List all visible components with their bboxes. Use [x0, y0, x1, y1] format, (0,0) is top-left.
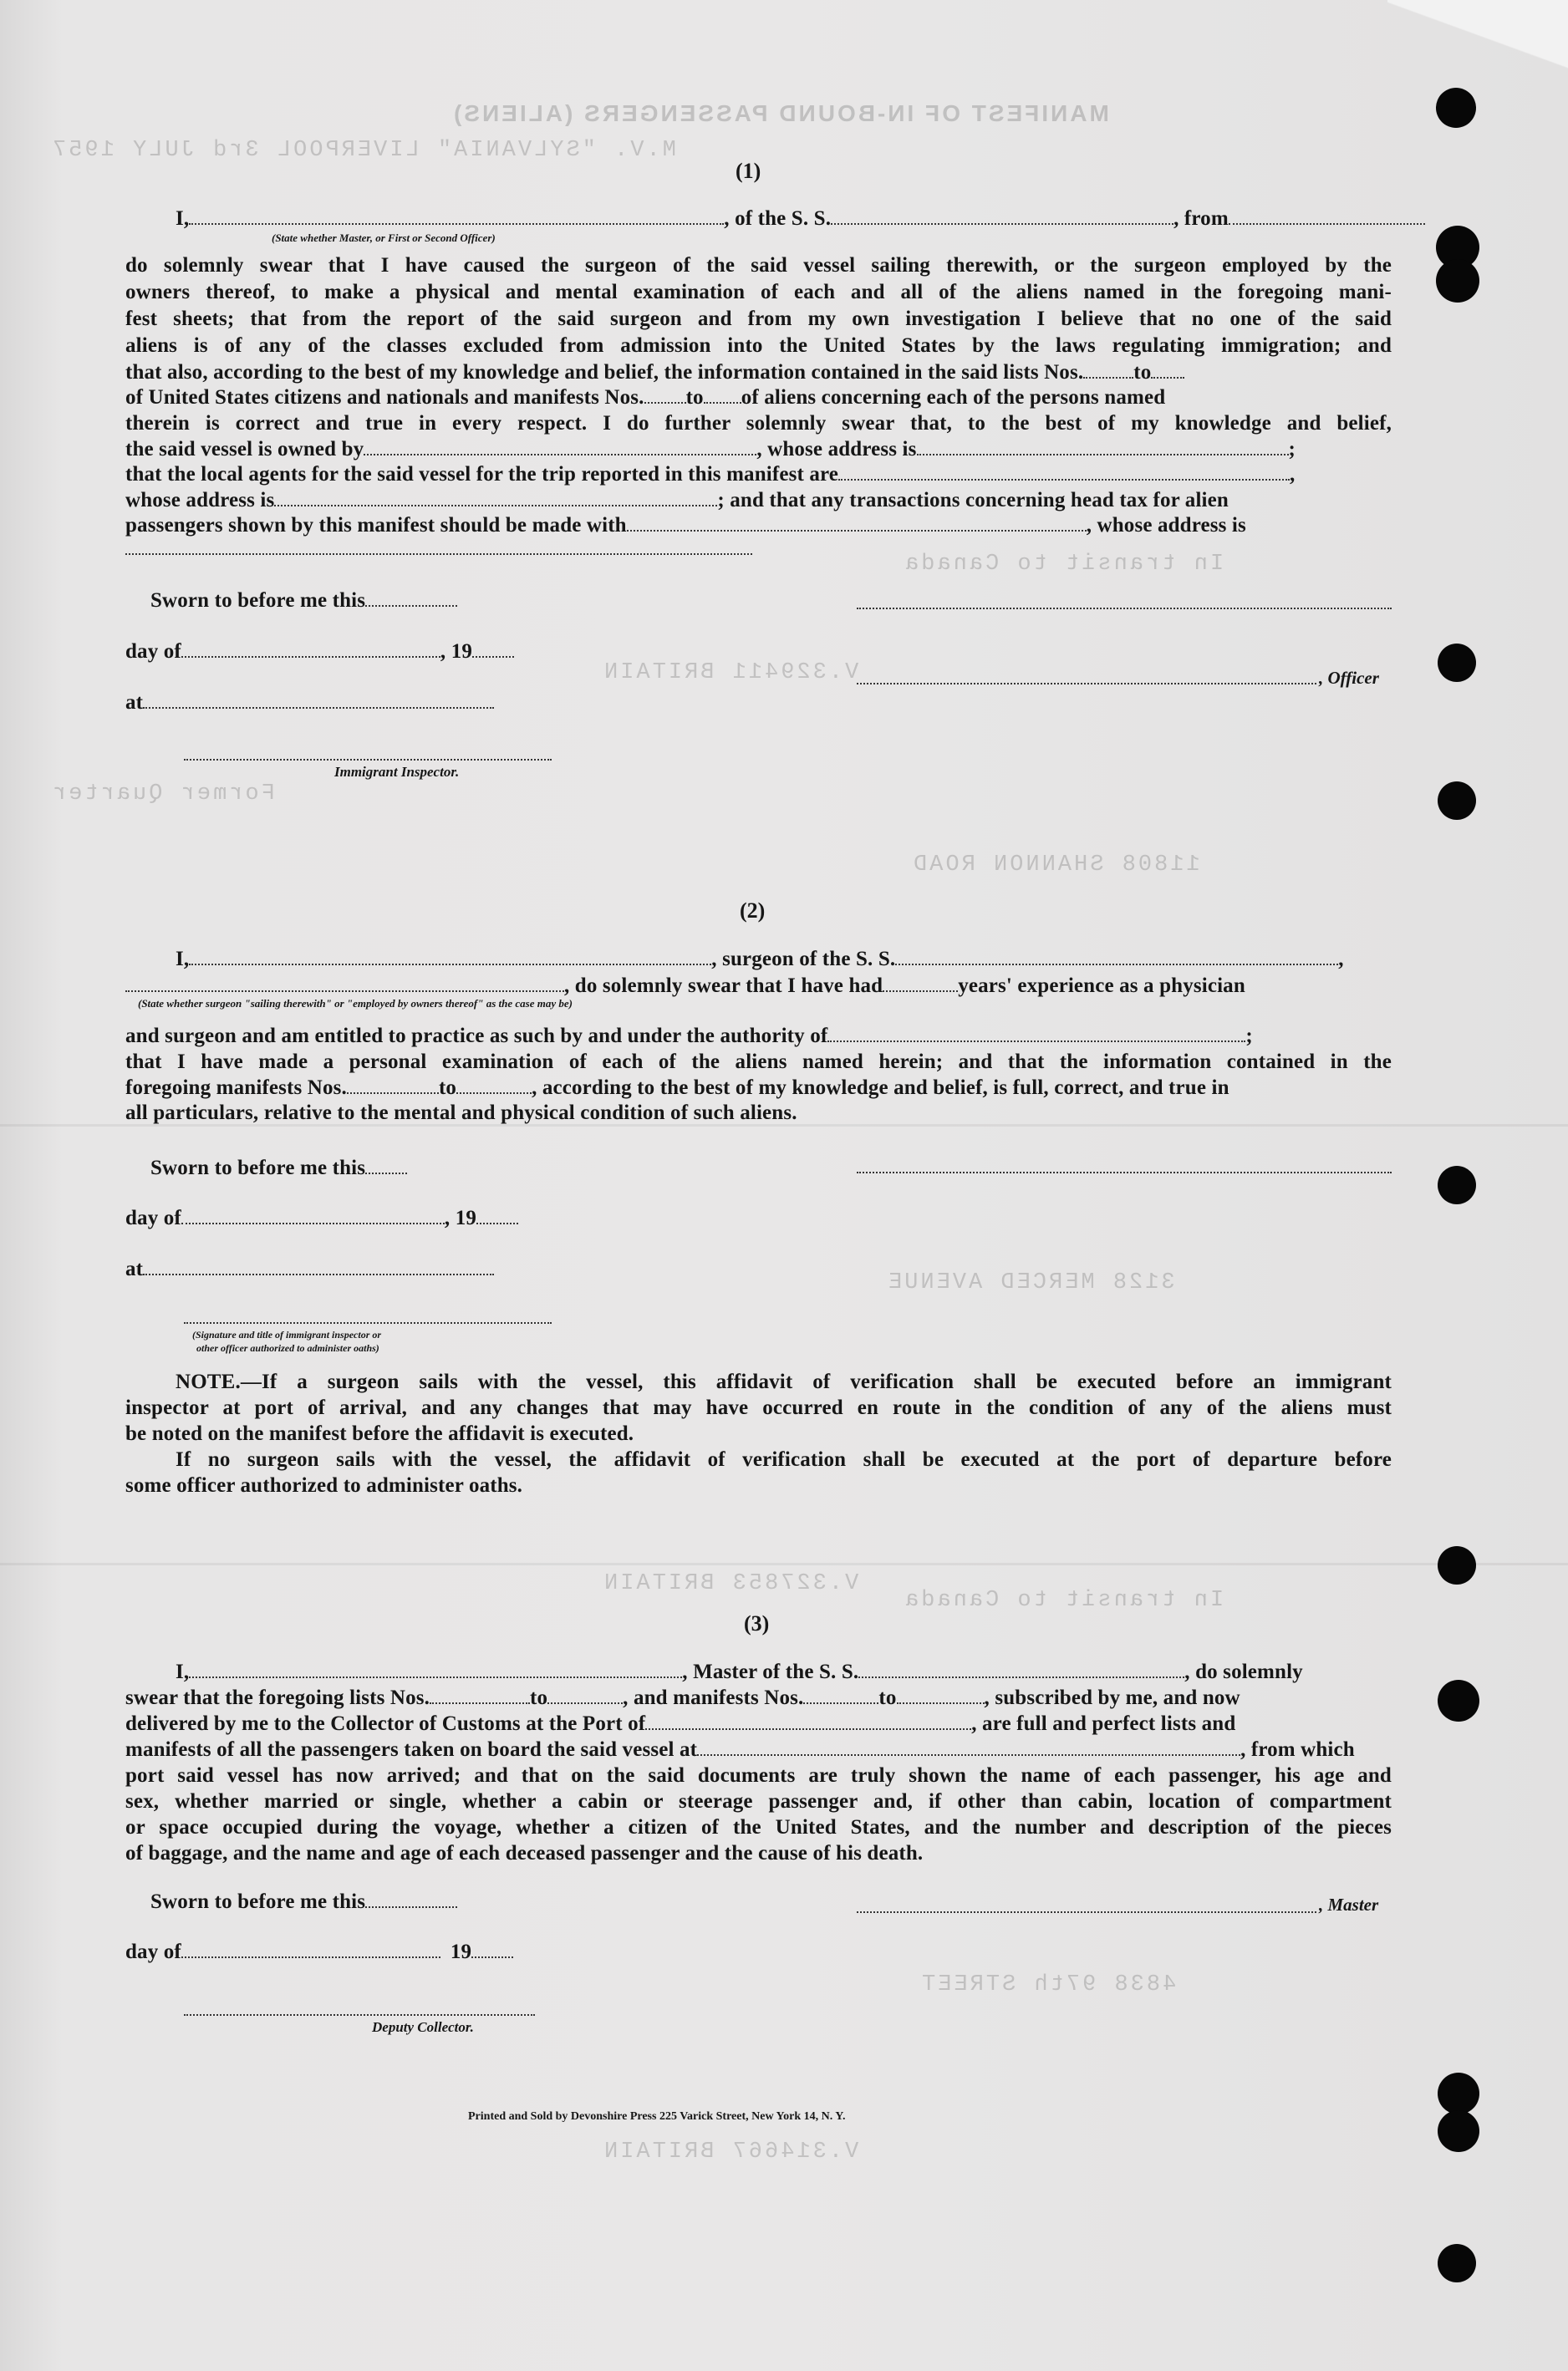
line: I, , of the S. S. , from [176, 207, 1425, 231]
text-line: therein is correct and true in every respect. I do further solemnly swear that, to the best of my knowledge and belief, [125, 412, 1392, 435]
line: delivered by me to the Collector of Customs at the Port of , are full and perfect lists and [125, 1712, 1236, 1735]
punch-hole [1436, 259, 1479, 303]
sworn-line: Sworn to before me this [150, 1157, 407, 1180]
note-line: be noted on the manifest before the affidavit is executed. [125, 1422, 634, 1445]
bleed-through-text: In transit to Canada [903, 552, 1224, 577]
bleed-through-text: In transit to Canada [903, 1588, 1224, 1613]
sworn-line: Sworn to before me this [150, 1890, 457, 1914]
inspector-signature-line [184, 1320, 552, 1324]
note-line: some officer authorized to administer oaths. [125, 1474, 523, 1497]
text-line: port said vessel has now arrived; and that on the said documents are truly shown the name of each passenger, his age and [125, 1764, 1392, 1787]
punch-hole [1438, 1680, 1479, 1722]
bleed-through-text: 11808 SHANNON ROAD [911, 852, 1200, 878]
at-line: at [125, 1258, 494, 1281]
section-number: (1) [736, 159, 761, 183]
text-line: that I have made a personal examination of each of the aliens named herein; and that the information contained in the [125, 1051, 1392, 1073]
text-line: do solemnly swear that I have caused the surgeon of the said vessel sailing therewith, or the surgeon employed by the [125, 254, 1392, 277]
bleed-through-text: 4838 97th STREET [919, 1972, 1177, 1997]
inspector-signature-line [184, 757, 552, 761]
master-signature-line [857, 1910, 1316, 1913]
signature-line [857, 606, 1392, 609]
bleed-through-text: MANIFEST OF IN-BOUND PASSENGERS (ALIENS) [451, 100, 1109, 126]
bleed-through-text: V.314667 BRITAIN [602, 2139, 859, 2165]
day-line: day of , 19 [125, 1207, 518, 1230]
fold-crease [0, 1563, 1568, 1565]
bleed-through-text: V.329411 BRITAIN [602, 660, 859, 685]
torn-corner [1387, 0, 1568, 84]
inspector-label: Immigrant Inspector. [334, 764, 460, 780]
collector-label: Deputy Collector. [372, 2019, 474, 2035]
officer-note: (State whether Master, or First or Second Officer) [272, 232, 496, 244]
at-line: at [125, 691, 494, 715]
line: whose address is ; and that any transactions concerning head tax for alien [125, 489, 1229, 511]
punch-hole [1438, 2073, 1479, 2114]
punch-hole [1438, 1546, 1476, 1585]
section-number: (3) [744, 1611, 770, 1636]
line: and surgeon and am entitled to practice as such by and under the authority of ; [125, 1025, 1253, 1047]
signature-note: (Signature and title of immigrant inspector or [192, 1329, 382, 1341]
line: I, , surgeon of the S. S. , [176, 948, 1344, 970]
text-line: owners thereof, to make a physical and mental examination of each and all of the aliens named in the foregoing mani- [125, 281, 1392, 303]
line: swear that the foregoing lists Nos. to , and manifests Nos. to , subscribed by me, and now [125, 1687, 1240, 1709]
punch-hole [1438, 2110, 1479, 2152]
text-line: fest sheets; that from the report of the said surgeon and from my own investigation I believe that no one of the said [125, 308, 1392, 330]
punch-hole [1438, 644, 1476, 682]
note-line: If no surgeon sails with the vessel, the affidavit of verification shall be executed at the port of departure before [176, 1448, 1392, 1471]
bleed-through-text: V.327853 BRITAIN [602, 1571, 859, 1596]
collector-signature-line [184, 2012, 535, 2016]
section-number: (2) [740, 898, 766, 923]
printer-footer: Printed and Sold by Devonshire Press 225 Varick Street, New York 14, N. Y. [468, 2110, 846, 2123]
bleed-through-text: Former Quarter [50, 781, 275, 806]
surgeon-note: (State whether surgeon "sailing therewith" or "employed by owners thereof" as the case may be) [138, 997, 573, 1010]
punch-hole [1438, 1166, 1476, 1204]
line: I, , Master of the S. S. , do solemnly [176, 1661, 1303, 1683]
text-line: aliens is of any of the classes excluded from admission into the United States by the laws regulating immigration; and [125, 334, 1392, 357]
officer-label: , Officer [1319, 668, 1379, 688]
punch-hole [1438, 2244, 1476, 2282]
line: the said vessel is owned by , whose address is ; [125, 438, 1296, 460]
signature-note: other officer authorized to administer oaths) [196, 1342, 379, 1354]
line: foregoing manifests Nos. to , according to the best of my knowledge and belief, is full, correct, and true in [125, 1076, 1229, 1099]
line: passengers shown by this manifest should be made with , whose address is [125, 514, 1246, 537]
note-line: inspector at port of arrival, and any changes that may have occurred en route in the condition of any of the aliens must [125, 1397, 1392, 1419]
address-line [125, 552, 752, 555]
line: of United States citizens and nationals and manifests Nos. to of aliens concerning each of the persons named [125, 386, 1166, 409]
line: that the local agents for the said vessel for the trip reported in this manifest are , [125, 463, 1296, 486]
note-line: NOTE.—If a surgeon sails with the vessel, this affidavit of verification shall be executed before an immigrant [176, 1371, 1392, 1393]
line: manifests of all the passengers taken on board the said vessel at , from which [125, 1738, 1355, 1761]
text-line: of baggage, and the name and age of each deceased passenger and the cause of his death. [125, 1842, 924, 1865]
day-line: day of 19 [125, 1941, 513, 1964]
text-line: sex, whether married or single, whether a cabin or steerage passenger and, if other than cabin, location of compartment [125, 1790, 1392, 1813]
bleed-through-text: 3128 MERCED AVENUE [886, 1270, 1175, 1295]
day-line: day of , 19 [125, 640, 514, 664]
punch-hole [1438, 781, 1476, 820]
bleed-through-text: M.V. "SYLVANIA" LIVERPOOL 3rd JULY 1957 [50, 138, 676, 163]
punch-hole [1436, 88, 1476, 128]
line: , do solemnly swear that I have had years' experience as a physician [125, 974, 1245, 998]
text-line: all particulars, relative to the mental and physical condition of such aliens. [125, 1102, 797, 1124]
sworn-line: Sworn to before me this [150, 589, 457, 613]
master-label: , Master [1319, 1895, 1379, 1915]
signature-line [857, 1170, 1392, 1173]
line: that also, according to the best of my knowledge and belief, the information contained in the said lists Nos. to [125, 361, 1184, 384]
text-line: or space occupied during the voyage, whether a citizen of the United States, and the number and description of the pieces [125, 1816, 1392, 1839]
officer-signature-line [857, 681, 1316, 684]
